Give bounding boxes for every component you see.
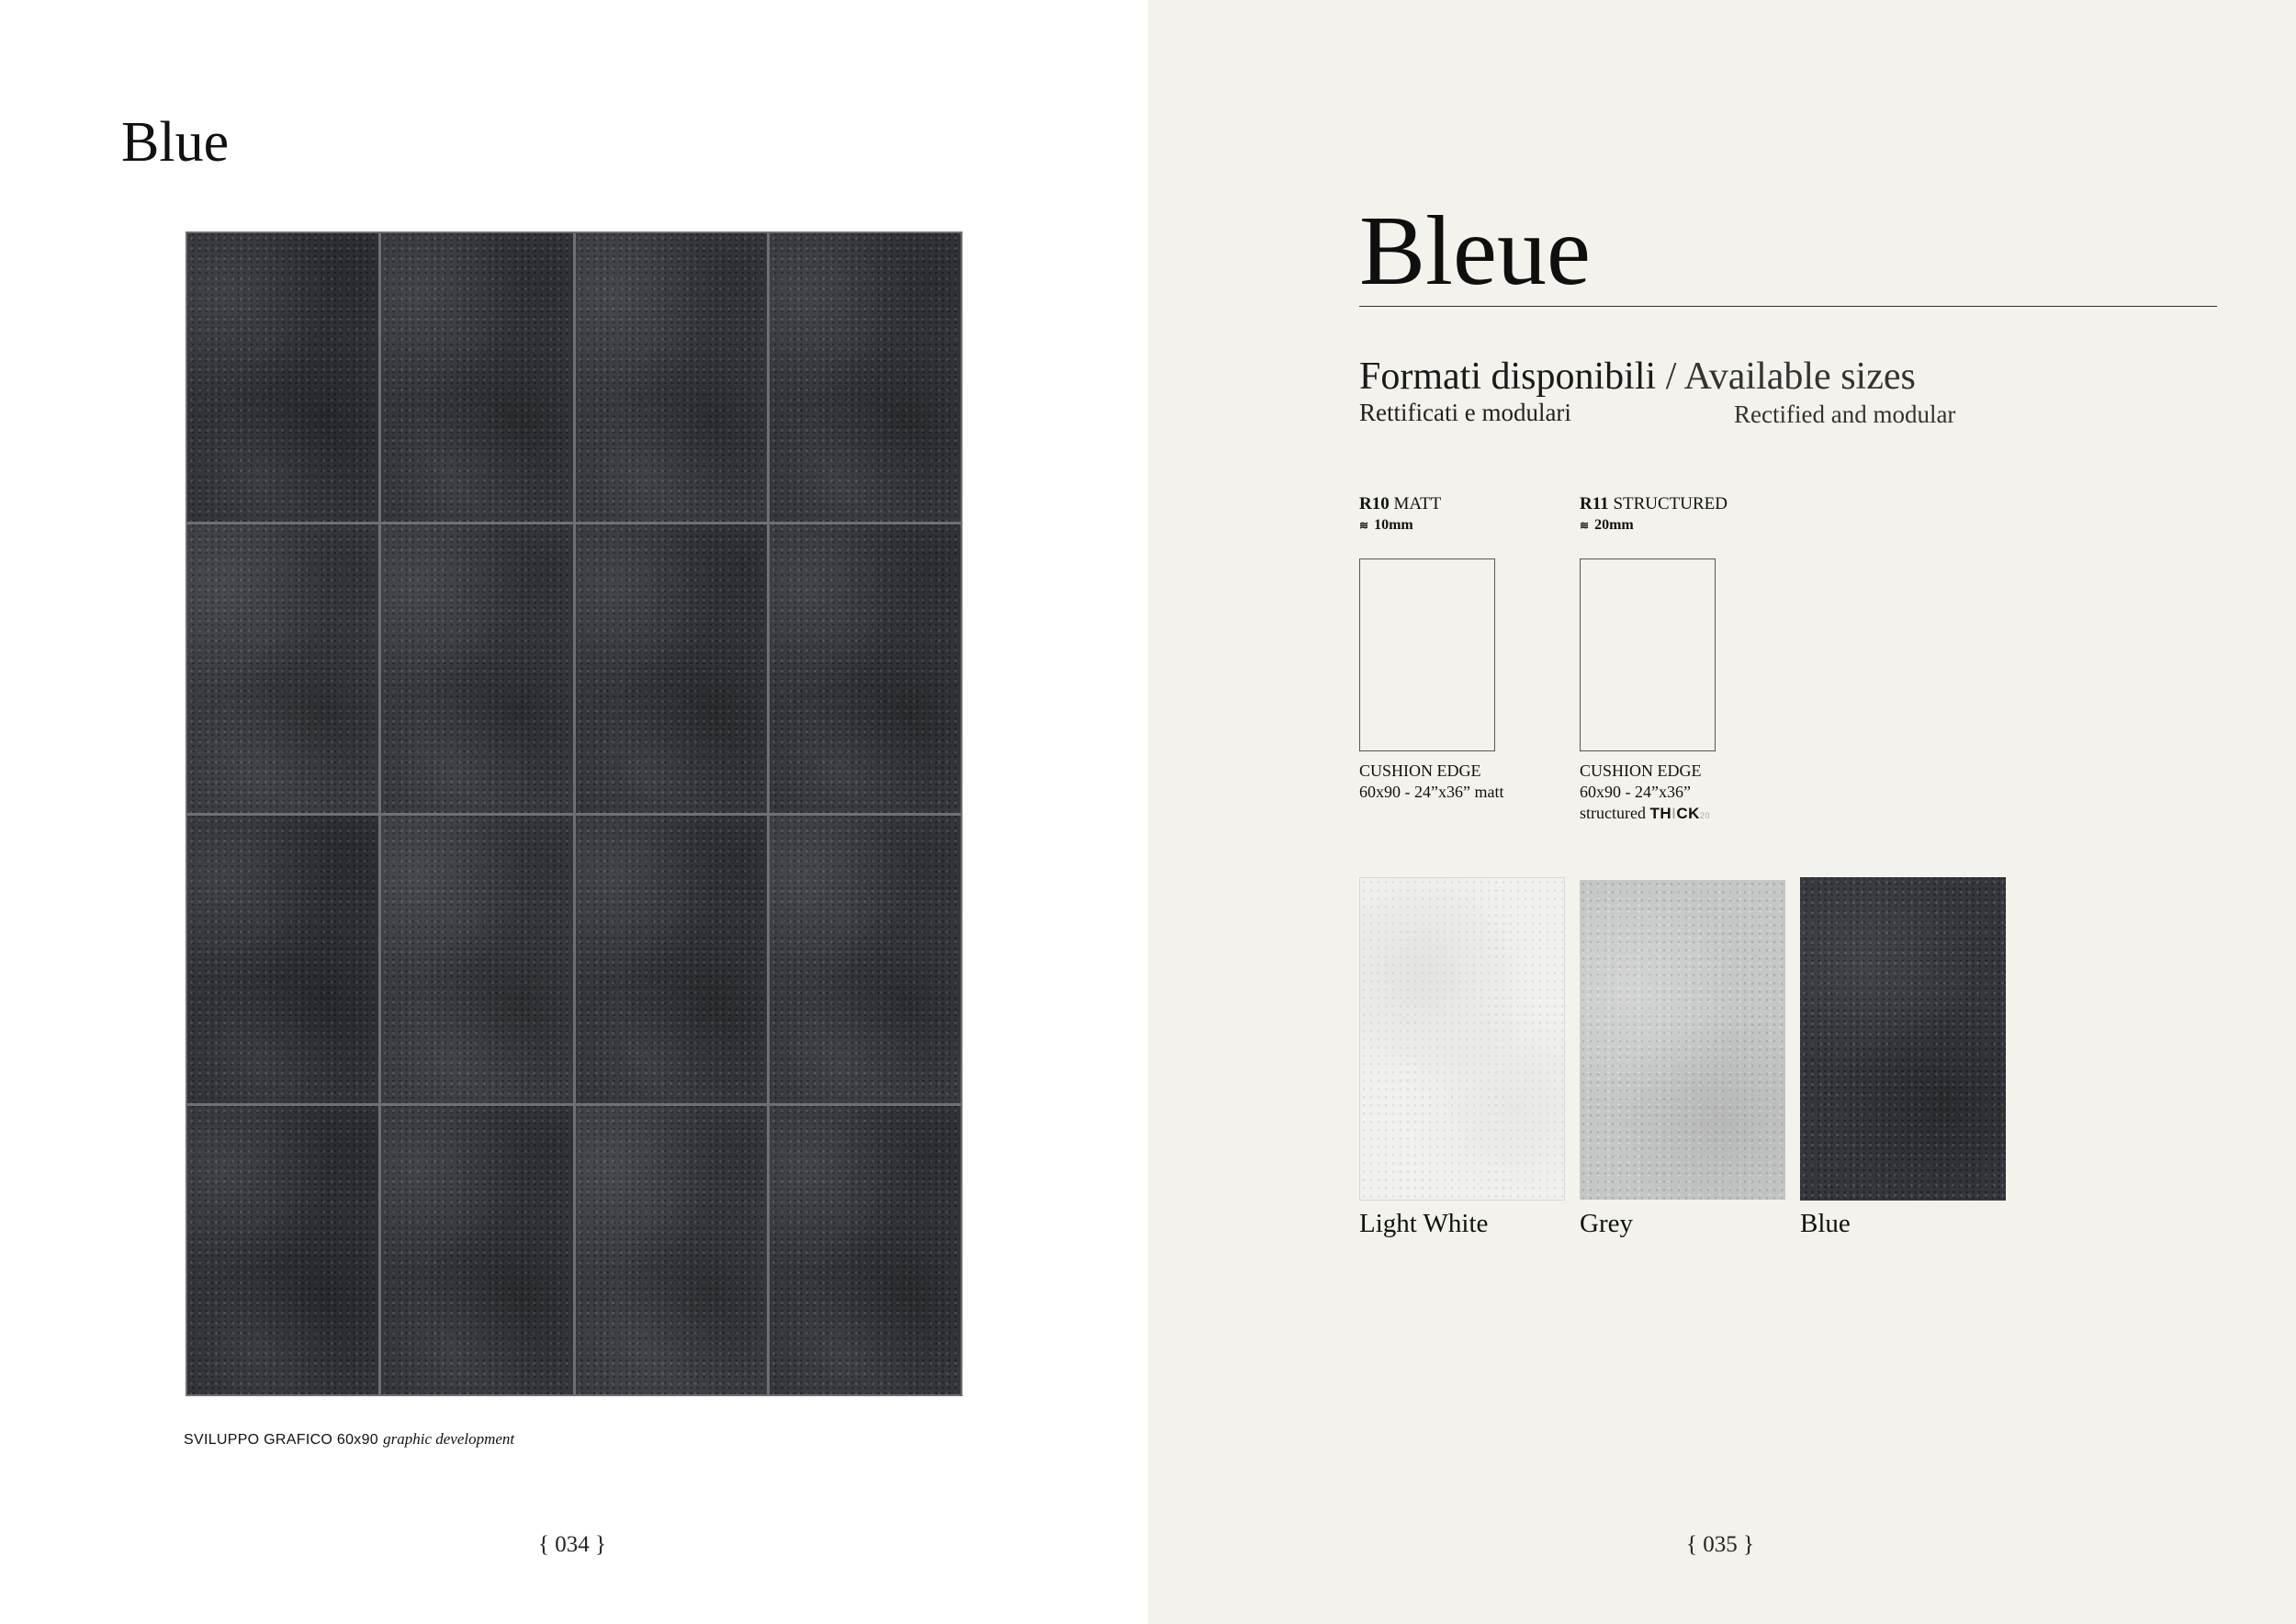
size-outline-r11 (1580, 558, 1716, 751)
tile (576, 524, 767, 813)
finish-name: STRUCTURED (1613, 494, 1728, 513)
thick-logo-b: CK (1676, 805, 1700, 822)
thick-logo-tail: 20 (1699, 811, 1710, 820)
thickness-value: 20mm (1594, 517, 1634, 533)
title-divider (1359, 306, 2217, 307)
thick-logo-i: I (1671, 805, 1677, 822)
swatch-blue (1800, 877, 2006, 1201)
tile (770, 816, 961, 1104)
tile (381, 816, 572, 1104)
swatch-label-grey: Grey (1580, 1209, 1633, 1238)
swatch-label-blue: Blue (1800, 1209, 1851, 1238)
edge-info-r10 (1359, 761, 1503, 803)
tile (576, 816, 767, 1104)
thickness-icon: ≋ (1580, 519, 1590, 532)
page-number-right: { 035 } (1686, 1532, 1754, 1557)
formats-heading-en: Available sizes (1683, 355, 1916, 398)
finish-code: R10 (1359, 494, 1390, 513)
thickness-r10 (1359, 517, 1413, 534)
edge-finish-line (1580, 803, 1710, 827)
tile (187, 233, 378, 522)
edge-info-r11 (1580, 761, 1710, 827)
edge-type: CUSHION EDGE (1359, 761, 1481, 780)
edge-type: CUSHION EDGE (1580, 761, 1702, 780)
edge-finish: structured (1580, 804, 1646, 822)
swatch-light-white (1359, 877, 1565, 1201)
tile (770, 1106, 961, 1394)
tile (576, 1106, 767, 1394)
tile (381, 1106, 572, 1394)
thickness-r11 (1580, 517, 1634, 534)
left-page-title: Blue (121, 111, 230, 174)
tile (381, 524, 572, 813)
swatch-grey (1580, 880, 1785, 1200)
edge-size: 60x90 - 24”x36” matt (1359, 783, 1504, 801)
thick-logo-a: TH (1649, 805, 1672, 822)
tile-layout-image (186, 231, 962, 1396)
right-page (1148, 0, 2296, 1624)
formats-subtitle-it: Rettificati e modulari (1359, 399, 1571, 426)
right-page-title: Bleue (1359, 197, 1591, 306)
thickness-icon: ≋ (1359, 519, 1369, 532)
tile (770, 233, 961, 522)
size-outline-r10 (1359, 558, 1495, 751)
finish-label-r10 (1359, 494, 1441, 514)
tile (770, 524, 961, 813)
formats-heading-it: Formati disponibili (1359, 355, 1657, 398)
thickness-value: 10mm (1374, 517, 1413, 533)
edge-size: 60x90 - 24”x36” (1580, 783, 1691, 801)
formats-heading (1359, 355, 1916, 399)
finish-label-r11 (1580, 494, 1728, 514)
tile (381, 233, 572, 522)
thick-logo (1649, 805, 1709, 822)
tile-layout-caption (184, 1430, 514, 1449)
finish-code: R11 (1580, 494, 1609, 513)
tile (187, 816, 378, 1104)
tile (576, 233, 767, 522)
formats-subtitle-en: Rectified and modular (1734, 400, 1956, 428)
tile (187, 1106, 378, 1394)
swatch-label-light-white: Light White (1359, 1209, 1489, 1238)
formats-heading-separator: / (1656, 355, 1684, 398)
caption-italic: graphic development (383, 1430, 515, 1448)
finish-name: MATT (1393, 494, 1442, 513)
page-number-left: { 034 } (538, 1532, 606, 1557)
tile (187, 524, 378, 813)
caption-main: SVILUPPO GRAFICO 60x90 (184, 1432, 379, 1448)
